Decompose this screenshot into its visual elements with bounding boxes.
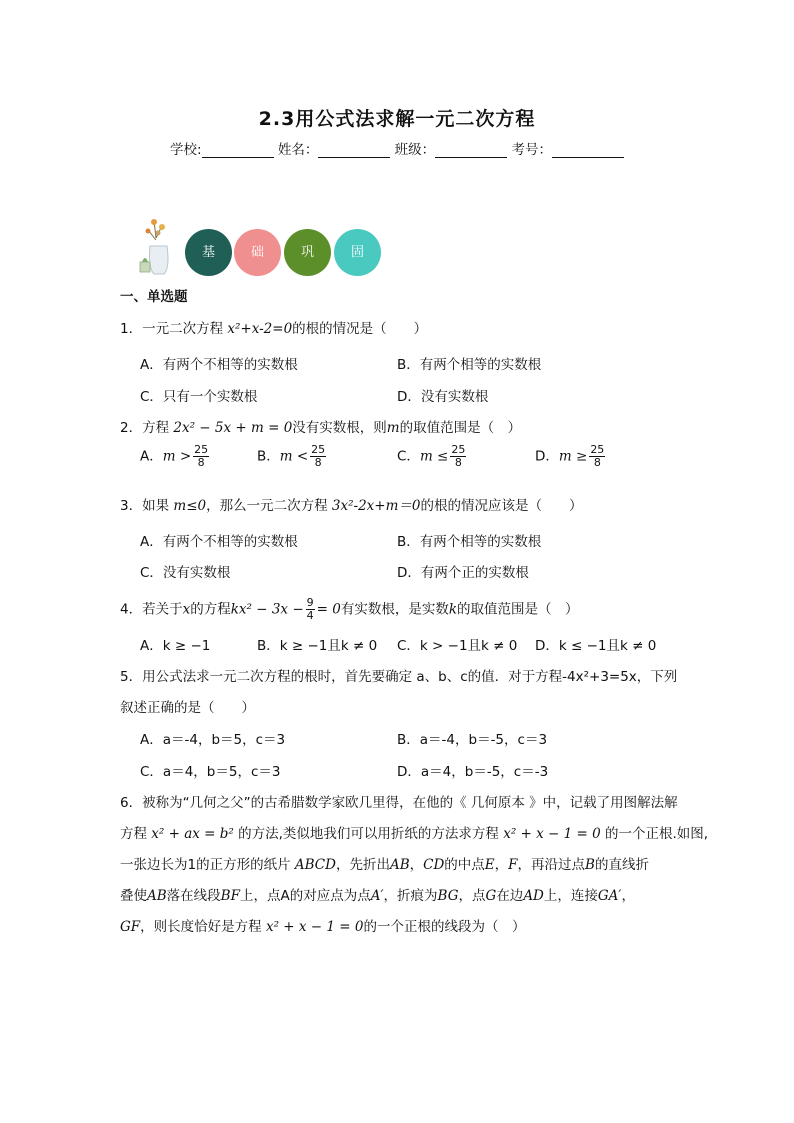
name-blank xyxy=(318,143,390,158)
exam-no-blank xyxy=(552,143,624,158)
question-6-line2: 方程 x² + ax = b² 的方法,类似地我们可以用折纸的方法求方程 x² + x − 1 = 0 的一个正根.如图, xyxy=(120,826,709,842)
q3-option-d[interactable]: D．有两个正的实数根 xyxy=(397,565,529,581)
q2-option-c[interactable]: C．m ≤ $\frac{25}{8}$ xyxy=(397,443,466,469)
school-blank xyxy=(202,143,274,158)
section-title: 一、单选题 xyxy=(120,289,188,305)
q4-option-d[interactable]: D．k ≤ −1且k ≠ 0 xyxy=(535,638,657,654)
class-blank xyxy=(435,143,507,158)
question-1-stem: 1．一元二次方程 x²+x-2=0的根的情况是（ ） xyxy=(120,321,428,337)
question-3-stem: 3．如果 m≤0，那么一元二次方程 3x²-2x+m＝0的根的情况应该是（ ） xyxy=(120,498,583,514)
question-4-stem: 4．若关于x的方程kx² − 3x − $\frac{9}{4}$ = 0有实数根，是实数k的取值范围是（ ） xyxy=(120,596,579,622)
badge-gu: 固 xyxy=(334,229,381,276)
badge-gong: 巩 xyxy=(284,229,331,276)
q5-option-d[interactable]: D．a＝4，b＝-5，c＝-3 xyxy=(397,764,549,780)
question-5-stem-line2: 叙述正确的是（ ） xyxy=(120,700,255,716)
q2-option-d[interactable]: D．m ≥ $\frac{25}{8}$ xyxy=(535,443,605,469)
q2-option-b[interactable]: B．m < $\frac{25}{8}$ xyxy=(257,443,326,469)
question-6-line3: 一张边长为1的正方形的纸片 ABCD，先折出AB，CD的中点E，F，再沿过点B的直线折 xyxy=(120,857,649,873)
q1-option-b[interactable]: B．有两个相等的实数根 xyxy=(397,357,542,373)
badge-chu: 础 xyxy=(234,229,281,276)
class-label: 班级： xyxy=(394,142,436,158)
school-label: 学校: xyxy=(170,142,202,158)
question-6-line4: 叠使AB落在线段BF上，点A的对应点为点A′，折痕为BG，点G在边AD上，连接GA′， xyxy=(120,888,635,904)
student-info-line xyxy=(0,138,794,158)
q3-option-c[interactable]: C．没有实数根 xyxy=(140,565,231,581)
q4-option-a[interactable]: A．k ≥ −1 xyxy=(140,638,211,654)
q2-option-a[interactable]: A．m > $\frac{25}{8}$ xyxy=(140,443,209,469)
q5-option-a[interactable]: A．a＝-4，b＝5，c＝3 xyxy=(140,732,286,748)
exam-no-label: 考号： xyxy=(511,142,552,158)
question-6-line5: GF，则长度恰好是方程 x² + x − 1 = 0的一个正根的线段为（ ） xyxy=(120,919,526,935)
q5-option-c[interactable]: C．a＝4，b＝5，c＝3 xyxy=(140,764,281,780)
badge-ji: 基 xyxy=(185,229,232,276)
name-label: 姓名： xyxy=(277,142,319,158)
q5-option-b[interactable]: B．a＝-4，b＝-5，c＝3 xyxy=(397,732,548,748)
q1-option-d[interactable]: D．没有实数根 xyxy=(397,389,489,405)
q4-option-c[interactable]: C．k > −1且k ≠ 0 xyxy=(397,638,518,654)
q1-option-a[interactable]: A．有两个不相等的实数根 xyxy=(140,357,298,373)
question-5-stem-line1: 5．用公式法求一元二次方程的根时，首先要确定 a、b、c的值．对于方程-4x²+3=5x，下列 xyxy=(120,669,678,685)
flower-vase-icon xyxy=(136,218,174,276)
q3-option-b[interactable]: B．有两个相等的实数根 xyxy=(397,534,542,550)
q4-option-b[interactable]: B．k ≥ −1且k ≠ 0 xyxy=(257,638,378,654)
q1-option-c[interactable]: C．只有一个实数根 xyxy=(140,389,258,405)
page-title: 2.3用公式法求解一元二次方程 xyxy=(258,108,536,130)
q3-option-a[interactable]: A．有两个不相等的实数根 xyxy=(140,534,298,550)
question-2-stem: 2．方程 2x² − 5x + m = 0没有实数根，则m的取值范围是（ ） xyxy=(120,420,522,436)
question-6-line1: 6．被称为“几何之父”的古希腊数学家欧几里得，在他的《 几何原本 》中，记载了用图解法解 xyxy=(120,795,678,811)
